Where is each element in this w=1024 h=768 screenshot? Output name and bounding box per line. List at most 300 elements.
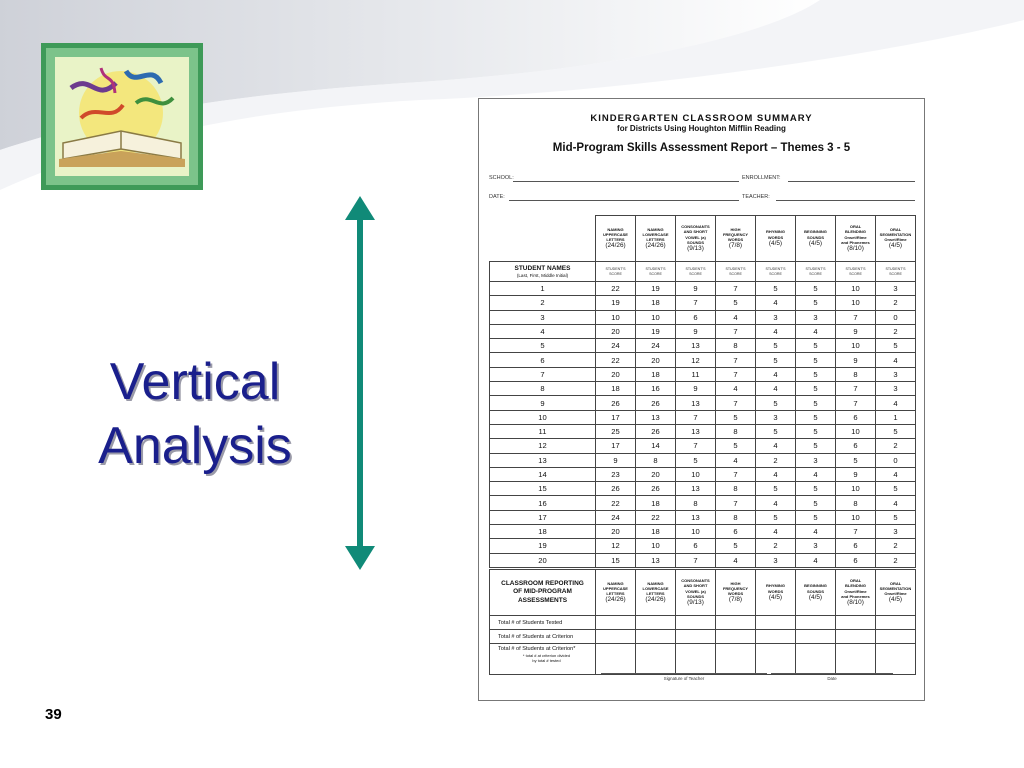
column-header-line: Onset/Rime [844,234,867,240]
report-column-header [676,570,716,616]
student-score-line2: SCORE [609,271,622,276]
student-score-label [676,262,716,282]
student-row [490,282,916,296]
score-cell: 9 [676,324,716,338]
score-cell: 8 [716,510,756,524]
enrollment-label: ENROLLMENT: [742,175,781,181]
score-cell: 4 [756,324,796,338]
totals-cell [596,630,636,644]
column-header-line: WORDS [767,234,784,240]
student-score-line2: SCORE [849,271,862,276]
student-names-header [490,262,596,282]
score-cell: 13 [676,396,716,410]
score-cell: 5 [796,482,836,496]
score-cell: 3 [876,382,916,396]
score-column-header [676,216,716,262]
student-row [490,382,916,396]
score-cell: 9 [836,324,876,338]
title-line-1: Vertical [109,353,281,411]
score-cell: 4 [796,525,836,539]
report-table-wrapper [489,569,916,675]
score-column-header [716,216,756,262]
report-column-header [876,570,916,616]
student-number: 20 [490,553,596,567]
score-cell: 3 [876,282,916,296]
score-cell: 5 [756,424,796,438]
student-number: 4 [490,324,596,338]
column-header-line: ORAL [849,578,862,584]
book-logo [41,43,203,190]
student-row [490,453,916,467]
score-cell: 5 [716,439,756,453]
score-cell: 17 [596,439,636,453]
score-cell: 4 [876,496,916,510]
student-score-line2: SCORE [769,271,782,276]
score-cell: 10 [836,296,876,310]
score-cell: 5 [836,453,876,467]
column-header-line: and Phonemes [841,239,870,245]
score-cell: 20 [636,467,676,481]
score-cell: 3 [756,410,796,424]
score-cell: 9 [676,282,716,296]
score-cell: 5 [756,396,796,410]
student-number: 3 [490,310,596,324]
student-score-label [876,262,916,282]
score-cell: 10 [836,424,876,438]
score-cell: 19 [596,296,636,310]
student-score-line1: STUDENT'S [605,267,626,272]
column-header-line: FREQUENCY [722,231,749,237]
totals-cell [756,616,796,630]
student-score-line1: STUDENT'S [845,267,866,272]
totals-label [490,616,596,630]
classroom-reporting-header [490,570,596,616]
column-header-line: LOWERCASE [642,585,669,591]
column-header-line: SOUNDS [806,588,825,594]
score-cell: 5 [796,382,836,396]
title-line-2: Analysis [98,417,292,475]
criterion-fraction: (4/5) [808,593,823,601]
column-header-line: UPPERCASE [603,231,628,237]
score-cell: 5 [756,482,796,496]
student-row [490,525,916,539]
column-header-line: NAMING [607,580,624,586]
score-cell: 3 [756,310,796,324]
column-header-line: ORAL [889,580,902,586]
student-row [490,396,916,410]
score-cell: 5 [796,424,836,438]
score-cell: 3 [796,453,836,467]
score-cell: 0 [876,453,916,467]
score-cell: 5 [716,539,756,553]
score-cell: 26 [596,396,636,410]
score-cell: 7 [836,396,876,410]
student-score-line2: SCORE [729,271,742,276]
column-header-line: Onset/Rime [884,237,907,243]
student-number: 14 [490,467,596,481]
score-cell: 6 [716,525,756,539]
score-table-wrapper [489,215,916,568]
score-cell: 23 [596,467,636,481]
score-cell: 5 [876,482,916,496]
score-cell: 20 [596,324,636,338]
student-row [490,482,916,496]
totals-cell [596,644,636,675]
totals-cell [836,616,876,630]
student-score-line1: STUDENT'S [885,267,906,272]
score-cell: 25 [596,424,636,438]
score-cell: 4 [756,382,796,396]
score-cell: 10 [676,525,716,539]
student-score-label [756,262,796,282]
totals-cell [676,644,716,675]
student-number: 6 [490,353,596,367]
document-subheading: for Districts Using Houghton Mifflin Reading [617,124,786,133]
score-cell: 5 [796,296,836,310]
score-cell: 26 [636,482,676,496]
score-cell: 8 [676,496,716,510]
column-header-line: VOWEL (a) [685,234,706,240]
score-cell: 4 [876,353,916,367]
vertical-double-arrow [342,194,378,572]
score-cell: 5 [716,296,756,310]
student-row [490,510,916,524]
criterion-fraction: (24/26) [605,242,626,250]
score-cell: 26 [636,424,676,438]
score-cell: 5 [756,339,796,353]
student-score-line2: SCORE [649,271,662,276]
column-header-line: LOWERCASE [642,231,669,237]
school-line [513,181,739,182]
score-cell: 4 [796,324,836,338]
score-cell: 4 [796,467,836,481]
criterion-fraction: (4/5) [888,242,903,250]
student-number: 12 [490,439,596,453]
score-cell: 3 [756,553,796,567]
score-cell: 18 [636,367,676,381]
totals-note-line2: by total # tested [532,658,561,663]
student-number: 1 [490,282,596,296]
score-cell: 9 [836,353,876,367]
column-header-line: SOUNDS [686,593,705,599]
page-number: 39 [45,706,62,723]
score-cell: 10 [636,539,676,553]
score-cell: 19 [636,282,676,296]
score-cell: 5 [796,339,836,353]
column-header-line: SOUNDS [806,234,825,240]
score-cell: 8 [836,496,876,510]
score-column-header [636,216,676,262]
score-cell: 9 [676,382,716,396]
score-column-header [756,216,796,262]
score-cell: 13 [676,482,716,496]
score-cell: 4 [756,525,796,539]
score-cell: 6 [676,539,716,553]
score-cell: 3 [876,367,916,381]
score-cell: 7 [716,467,756,481]
score-cell: 5 [796,282,836,296]
score-cell: 20 [596,525,636,539]
column-header-line: FREQUENCY [722,585,749,591]
score-cell: 17 [596,410,636,424]
totals-cell [876,616,916,630]
totals-cell [836,644,876,675]
totals-note-line1: * total # at criterion divided [522,653,571,658]
totals-label-text: Total # of Students Tested [498,619,563,626]
score-cell: 5 [796,410,836,424]
student-row [490,467,916,481]
column-header-line: NAMING [607,226,624,232]
score-cell: 8 [716,339,756,353]
criterion-fraction: (4/5) [768,239,783,247]
student-number: 17 [490,510,596,524]
student-score-line1: STUDENT'S [725,267,746,272]
student-number: 15 [490,482,596,496]
score-cell: 5 [796,439,836,453]
teacher-label: TEACHER: [742,194,770,200]
score-cell: 4 [756,367,796,381]
score-label-row [490,262,916,282]
criterion-fraction: (8/10) [847,598,864,606]
score-cell: 18 [596,382,636,396]
totals-cell [716,644,756,675]
student-score-line2: SCORE [689,271,702,276]
score-cell: 13 [676,424,716,438]
score-cell: 26 [596,482,636,496]
score-cell: 10 [596,310,636,324]
totals-cell [716,630,756,644]
score-cell: 22 [596,496,636,510]
score-cell: 4 [756,296,796,310]
student-score-label [836,262,876,282]
score-cell: 4 [756,467,796,481]
score-cell: 7 [836,310,876,324]
student-score-label [596,262,636,282]
score-cell: 5 [796,396,836,410]
report-header-row [490,570,916,616]
assessment-report-document [478,98,925,701]
criterion-fraction: (4/5) [768,593,783,601]
score-cell: 7 [716,282,756,296]
criterion-fraction: (4/5) [808,239,823,247]
student-number: 19 [490,539,596,553]
score-cell: 3 [796,310,836,324]
score-column-header [796,216,836,262]
score-cell: 10 [836,482,876,496]
student-number: 13 [490,453,596,467]
totals-cell [876,630,916,644]
score-cell: 5 [876,424,916,438]
column-header-line: VOWEL (a) [685,588,706,594]
student-names-sub: (Last, First, Middle Initial) [516,272,569,278]
score-cell: 5 [876,339,916,353]
report-column-header [836,570,876,616]
classroom-reporting-line: OF MID-PROGRAM [513,588,572,596]
column-header-line: BLENDING [845,583,866,589]
score-cell: 7 [676,553,716,567]
column-header-line: RHYMING [766,583,785,589]
score-cell: 7 [836,382,876,396]
totals-cell [716,616,756,630]
score-cell: 20 [636,353,676,367]
student-row [490,553,916,567]
column-header-line: NAMING [647,580,664,586]
score-cell: 3 [796,539,836,553]
score-cell: 13 [676,339,716,353]
totals-cell [636,644,676,675]
totals-label-text: Total # of Students at Criterion [498,633,574,640]
criterion-fraction: (24/26) [605,596,626,604]
student-row [490,539,916,553]
date-label: DATE: [489,194,505,200]
classroom-reporting-line: CLASSROOM REPORTING [501,579,584,587]
score-cell: 20 [596,367,636,381]
student-number: 8 [490,382,596,396]
score-cell: 12 [596,539,636,553]
column-header-line: SEGMENTATION [879,585,912,591]
score-cell: 6 [676,310,716,324]
criterion-fraction: (9/13) [687,244,704,252]
report-column-header [756,570,796,616]
score-cell: 19 [636,324,676,338]
score-cell: 10 [836,339,876,353]
column-header-line: HIGH [730,226,741,232]
student-score-line2: SCORE [809,271,822,276]
table-corner-blank [490,216,596,262]
column-header-line: SEGMENTATION [879,231,912,237]
totals-cell [676,630,716,644]
score-cell: 6 [836,410,876,424]
totals-cell [836,630,876,644]
totals-note [498,653,595,663]
student-row [490,496,916,510]
score-cell: 6 [836,439,876,453]
student-row [490,424,916,438]
student-number: 16 [490,496,596,510]
student-number: 11 [490,424,596,438]
student-number: 9 [490,396,596,410]
student-row [490,353,916,367]
score-cell: 4 [716,382,756,396]
column-header-line: LETTERS [606,237,625,243]
totals-label [490,644,596,675]
score-cell: 4 [716,310,756,324]
column-header-line: WORDS [767,588,784,594]
score-cell: 5 [756,510,796,524]
score-cell: 4 [716,553,756,567]
totals-cell [636,630,676,644]
score-cell: 5 [876,510,916,524]
totals-row [490,630,916,644]
score-cell: 13 [676,510,716,524]
student-row [490,296,916,310]
score-cell: 7 [676,439,716,453]
score-cell: 7 [716,496,756,510]
student-number: 5 [490,339,596,353]
column-header-line: LETTERS [646,237,665,243]
score-cell: 8 [716,482,756,496]
score-cell: 5 [796,353,836,367]
student-row [490,410,916,424]
enrollment-line [788,181,915,182]
student-number: 10 [490,410,596,424]
score-cell: 0 [876,310,916,324]
score-cell: 8 [836,367,876,381]
student-number: 7 [490,367,596,381]
totals-label [490,630,596,644]
score-cell: 12 [676,353,716,367]
criterion-fraction: (8/10) [847,244,864,252]
report-column-header [636,570,676,616]
totals-cell [796,644,836,675]
column-header-line: NAMING [647,226,664,232]
student-number: 18 [490,525,596,539]
score-cell: 4 [876,396,916,410]
teacher-line [776,200,915,201]
student-score-label [796,262,836,282]
score-cell: 5 [756,282,796,296]
document-heading: KINDERGARTEN CLASSROOM SUMMARY [590,113,813,124]
column-header-line: Onset/Rime [884,591,907,597]
column-header-line: BEGINNING [804,583,827,589]
student-row [490,310,916,324]
score-cell: 16 [636,382,676,396]
score-cell: 5 [716,410,756,424]
column-header-line: LETTERS [646,591,665,597]
score-cell: 4 [796,553,836,567]
column-header-line: AND SHORT [683,583,708,589]
column-header-line: AND SHORT [683,229,708,235]
classroom-report-table [489,569,916,675]
student-score-line1: STUDENT'S [805,267,826,272]
student-number: 2 [490,296,596,310]
score-cell: 2 [756,539,796,553]
criterion-fraction: (9/13) [687,598,704,606]
date-line [509,200,739,201]
score-cell: 24 [636,339,676,353]
signature-date-label: Date [827,676,837,681]
date-signature-line [771,673,893,674]
column-header-line: ORAL [889,226,902,232]
score-cell: 7 [716,324,756,338]
student-row [490,339,916,353]
score-cell: 22 [636,510,676,524]
score-cell: 4 [876,467,916,481]
school-label: SCHOOL: [489,175,514,181]
score-cell: 13 [636,553,676,567]
score-cell: 7 [676,296,716,310]
column-header-line: CONSONANTS [681,224,710,230]
slide-title [60,350,330,478]
score-cell: 7 [716,367,756,381]
score-cell: 7 [716,396,756,410]
totals-cell [796,616,836,630]
score-cell: 24 [596,510,636,524]
column-header-line: WORDS [727,237,744,243]
student-score-line1: STUDENT'S [765,267,786,272]
student-score-line1: STUDENT'S [645,267,666,272]
student-row [490,439,916,453]
score-cell: 2 [876,439,916,453]
score-cell: 15 [596,553,636,567]
column-header-line: RHYMING [766,229,785,235]
score-cell: 11 [676,367,716,381]
score-cell: 10 [836,282,876,296]
score-cell: 22 [596,353,636,367]
score-cell: 4 [756,496,796,510]
score-cell: 4 [716,453,756,467]
score-cell: 6 [836,553,876,567]
